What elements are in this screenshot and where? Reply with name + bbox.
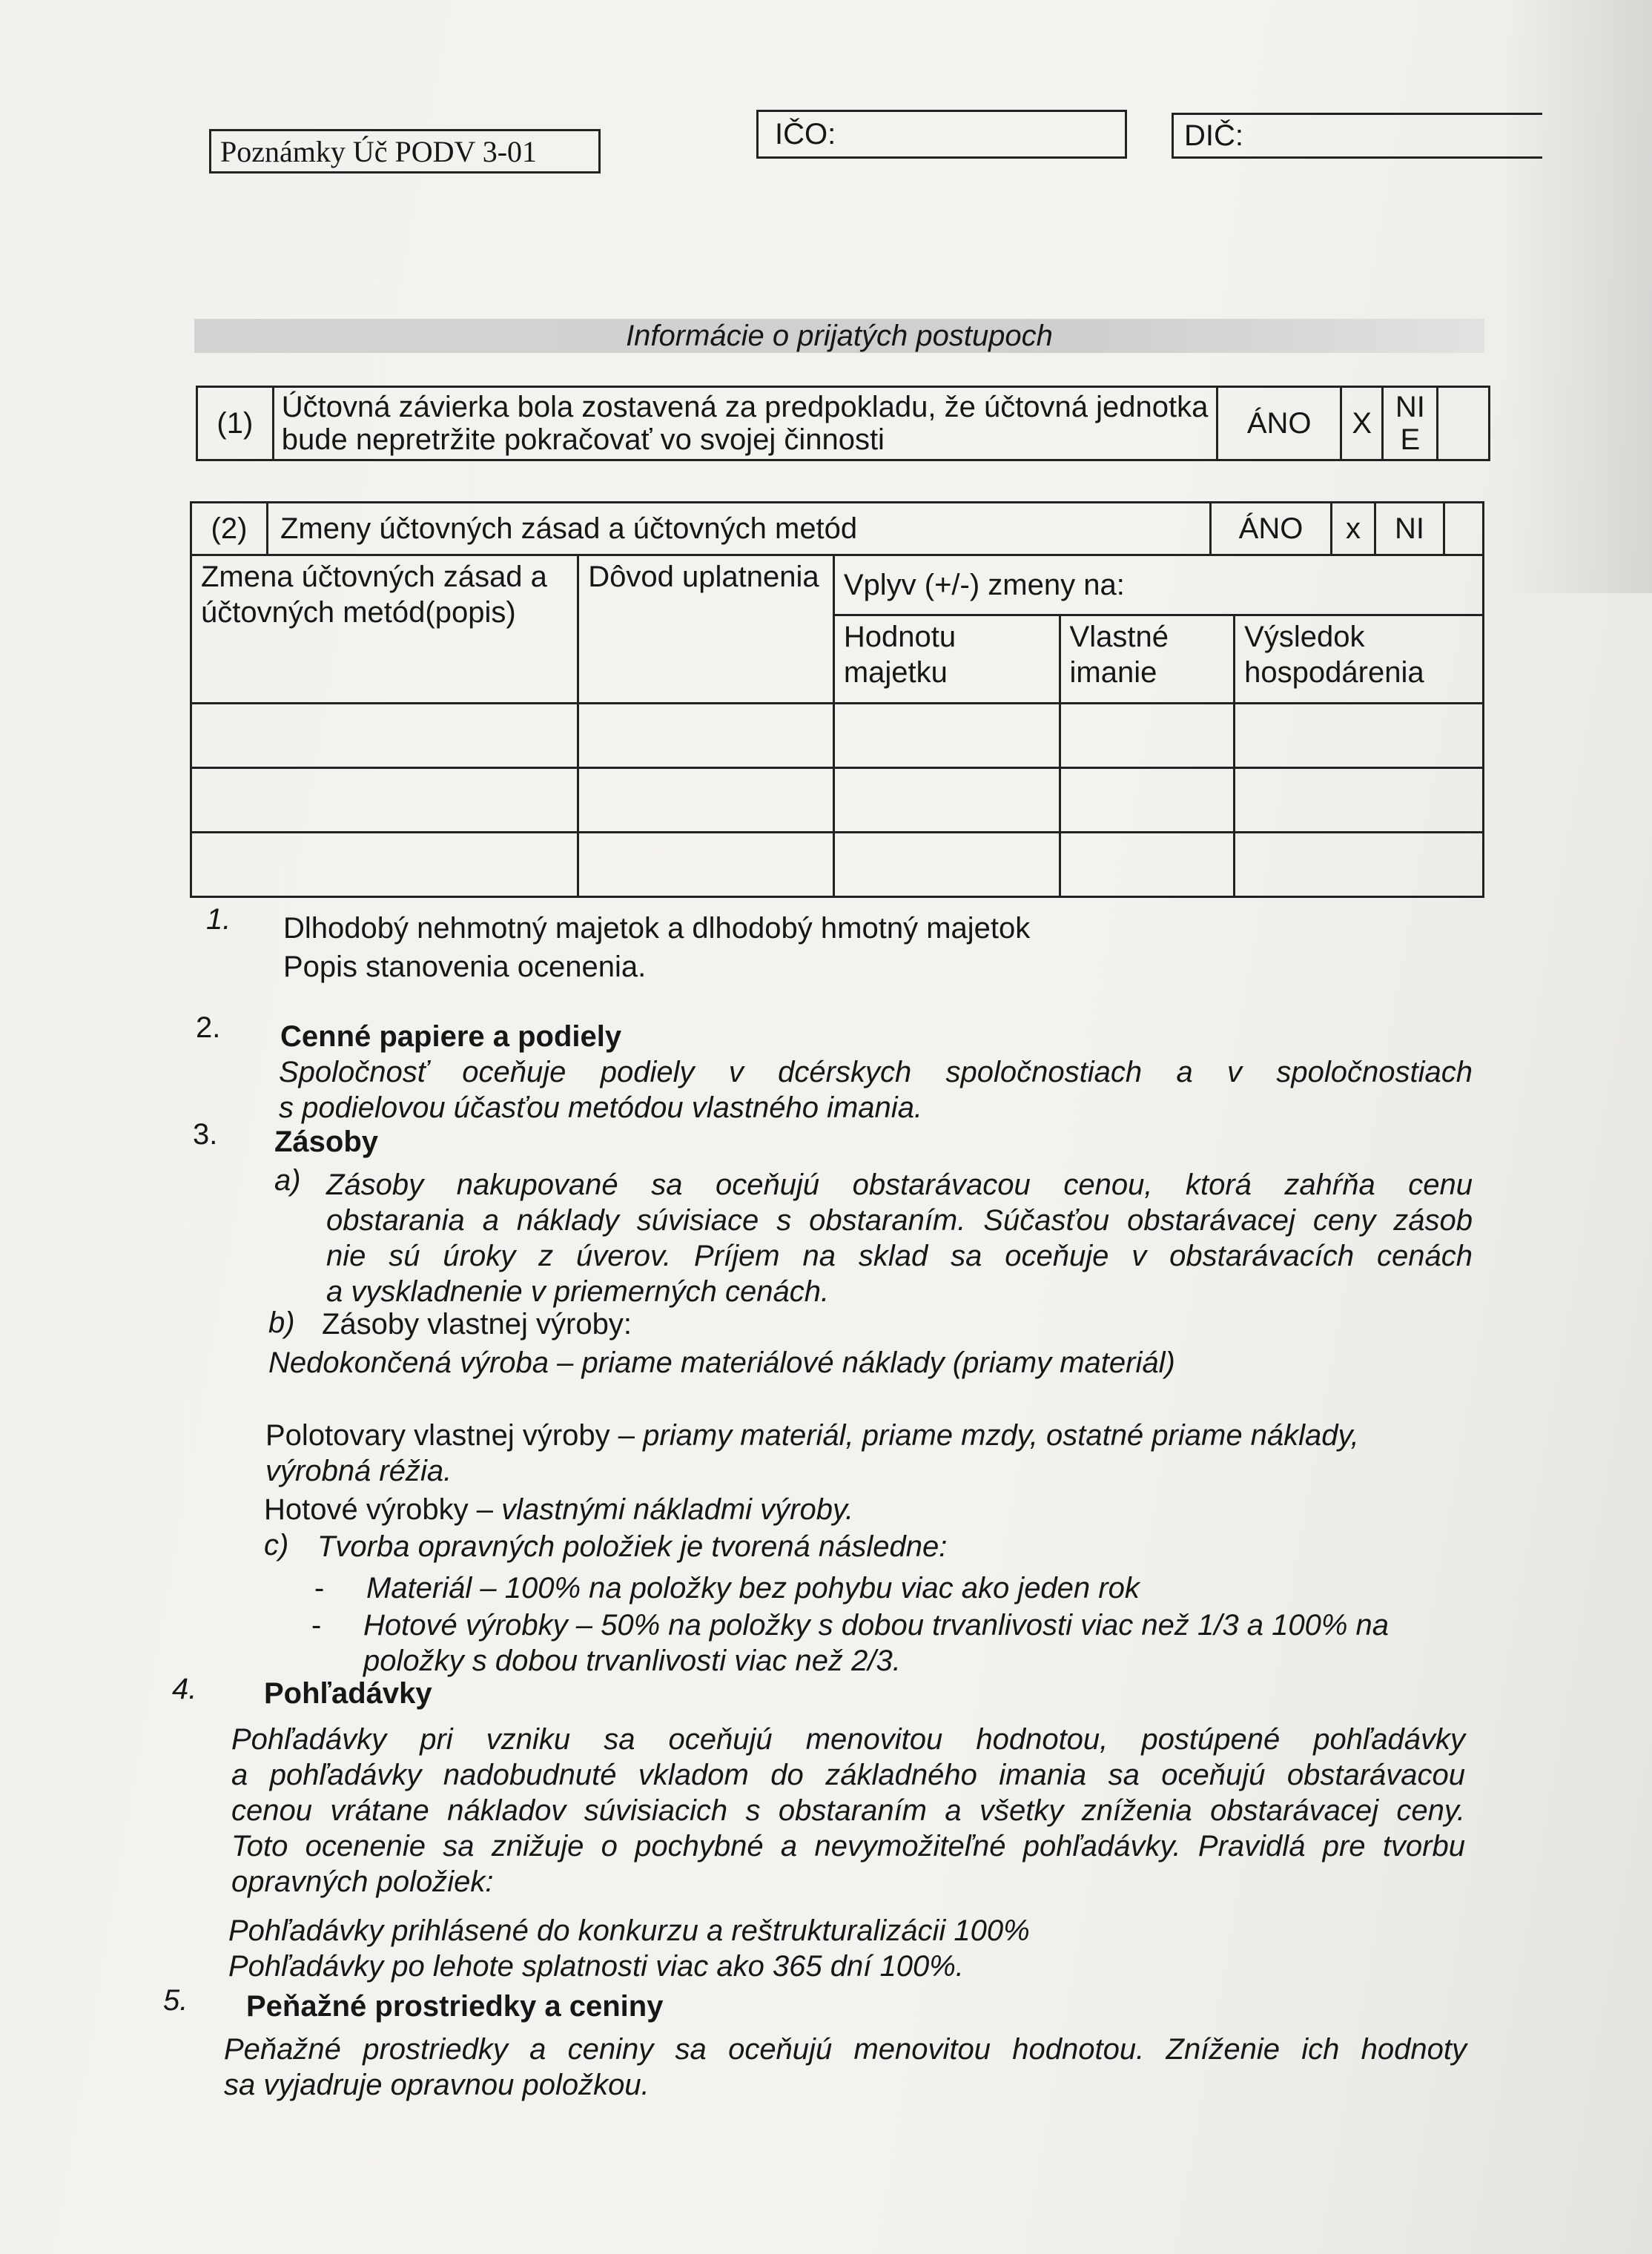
ico-label: IČO:: [775, 117, 836, 151]
page-shadow: [1504, 0, 1652, 593]
bullet-item: Materiál – 100% na položky bez pohybu viac ako jeden rok: [366, 1572, 1140, 1604]
dic-field: [1172, 113, 1542, 159]
item-text-line: opravných položiek:: [231, 1865, 494, 1898]
table-cell: [578, 833, 834, 897]
item-text-line: nie sú úroky z úverov. Príjem na sklad sa oceňuje v obstarávacích cenách: [326, 1240, 1473, 1272]
table-cell: [1235, 833, 1484, 897]
section-title: Informácie o prijatých postupoch: [194, 319, 1484, 353]
table-cell: [1235, 768, 1484, 833]
bullet-dash: -: [311, 1609, 322, 1642]
wip-label: Nedokončená výroba –: [268, 1346, 574, 1379]
table-cell: [191, 704, 578, 768]
table-row: [191, 768, 1484, 833]
item-text-line: Pohľadávky pri vzniku sa oceňujú menovitou hodnotou, postúpené pohľadávky: [231, 1723, 1465, 1756]
table-cell: [1060, 768, 1235, 833]
item-title: Zásoby: [274, 1126, 379, 1158]
item-text-line: a vyskladnenie v priemerných cenách.: [326, 1275, 830, 1308]
item-text: Popis stanovenia ocenenia.: [283, 951, 647, 983]
going-concern-statement: Účtovná závierka bola zostavená za predpokladu, že účtovná jednotka bude nepretržite pokračovať vo svojej činnosti: [273, 387, 1217, 460]
dic-label: DIČ:: [1184, 119, 1243, 152]
col-asset-value: Hodnotu majetku: [833, 615, 1060, 704]
no-label: NIE: [1383, 387, 1438, 460]
semi-label: Polotovary vlastnej výroby –: [265, 1419, 635, 1452]
finished-goods-text: vlastnými nákladmi výroby.: [501, 1493, 854, 1526]
going-concern-table: [196, 386, 1490, 461]
col-impact: Vplyv (+/-) zmeny na:: [833, 555, 1483, 615]
bullet-dash: -: [314, 1572, 325, 1604]
yes-label: ÁNO: [1209, 503, 1330, 554]
table-cell: [578, 704, 834, 768]
table-row: [191, 555, 1484, 615]
item-text-line: a pohľadávky nadobudnuté vkladom do základného imania sa oceňujú obstarávacou: [231, 1759, 1465, 1791]
item-title: Dlhodobý nehmotný majetok a dlhodobý hmotný majetok: [283, 912, 1031, 945]
policy-changes-table: [190, 501, 1484, 898]
item-number: 2.: [196, 1011, 221, 1044]
answer-mark: x: [1330, 503, 1374, 554]
table-row: [191, 833, 1484, 897]
item-number: 4.: [172, 1673, 197, 1705]
table-cell: [1235, 704, 1484, 768]
item-number: 3.: [193, 1118, 218, 1151]
table-row: [191, 704, 1484, 768]
no-label: NI: [1374, 503, 1443, 554]
sub-label: a): [274, 1164, 301, 1197]
col-equity: Vlastné imanie: [1060, 615, 1235, 704]
item-title: Pohľadávky: [264, 1677, 432, 1710]
table-cell: [833, 768, 1060, 833]
table-cell: [578, 768, 834, 833]
table-cell: [191, 768, 578, 833]
col-result: Výsledok hospodárenia: [1235, 615, 1484, 704]
table-cell: [833, 833, 1060, 897]
item-text-line: sa vyjadruje opravnou položkou.: [224, 2069, 650, 2101]
item-number: 1.: [206, 903, 231, 936]
ico-field: [756, 110, 1127, 159]
col-reason: Dôvod uplatnenia: [578, 555, 834, 704]
answer-mark: X: [1341, 387, 1383, 460]
table-cell: [1060, 833, 1235, 897]
sub-label: b): [268, 1306, 295, 1339]
item-text-line: Zásoby vlastnej výroby:: [322, 1308, 632, 1341]
sub-label: c): [264, 1529, 289, 1561]
semi-text: priamy materiál, priame mzdy, ostatné priame náklady,: [643, 1419, 1359, 1452]
item-text-line: Zásoby nakupované sa oceňujú obstarávacou cenou, ktorá zahŕňa cenu: [326, 1169, 1473, 1201]
item-text-line: Spoločnosť oceňuje podiely v dcérskych spoločnostiach a v spoločnostiach: [279, 1056, 1473, 1088]
item-title: Peňažné prostriedky a ceniny: [246, 1990, 664, 2023]
item-number: 5.: [163, 1984, 188, 2017]
item-text-line: Peňažné prostriedky a ceniny sa oceňujú menovitou hodnotou. Zníženie ich hodnoty: [224, 2033, 1467, 2066]
item-text-line: Pohľadávky po lehote splatnosti viac ako 365 dní 100%.: [228, 1950, 964, 1983]
bullet-item: Hotové výrobky – 50% na položky s dobou trvanlivosti viac než 1/3 a 100% na: [363, 1609, 1390, 1642]
row-number: (2): [192, 503, 268, 554]
finished-goods-label: Hotové výrobky –: [264, 1493, 494, 1526]
item-text-line: Pohľadávky prihlásené do konkurzu a reštrukturalizácii 100%: [228, 1914, 1030, 1947]
item-title: Cenné papiere a podiely: [280, 1020, 622, 1053]
item-text-line: obstarania a náklady súvisiace s obstaraním. Súčasťou obstarávacej ceny zásob: [326, 1204, 1473, 1237]
row-number: (1): [197, 387, 274, 460]
table-cell: [833, 704, 1060, 768]
table-row: [191, 503, 1484, 555]
col-change-description: Zmena účtovných zásad a účtovných metód(popis): [191, 555, 578, 704]
item-text-line: výrobná réžia.: [265, 1455, 452, 1487]
item-text-line: Toto ocenenie sa znižuje o pochybné a nevymožiteľné pohľadávky. Pravidlá pre tvorbu: [231, 1830, 1465, 1863]
yes-label: ÁNO: [1217, 387, 1341, 460]
item-text-line: Tvorba opravných položiek je tvorená následne:: [317, 1530, 948, 1563]
form-id-label: Poznámky Úč PODV 3-01: [220, 134, 538, 168]
table-row: [197, 387, 1490, 460]
table-cell: [1060, 704, 1235, 768]
item-text-line: cenou vrátane nákladov súvisiacich s obstaraním a všetky zníženia obstarávacej ceny.: [231, 1794, 1465, 1827]
policy-changes-title: Zmeny účtovných zásad a účtovných metód: [280, 512, 858, 545]
item-text-line: s podielovou účasťou metódou vlastného imania.: [279, 1091, 923, 1124]
wip-text: priame materiálové náklady (priamy materiál): [581, 1346, 1175, 1379]
table-cell: [191, 833, 578, 897]
empty-cell: [1438, 387, 1490, 460]
empty-cell: [1443, 503, 1482, 554]
form-id-box: [209, 129, 601, 173]
bullet-item: položky s dobou trvanlivosti viac než 2/3.: [363, 1645, 901, 1677]
